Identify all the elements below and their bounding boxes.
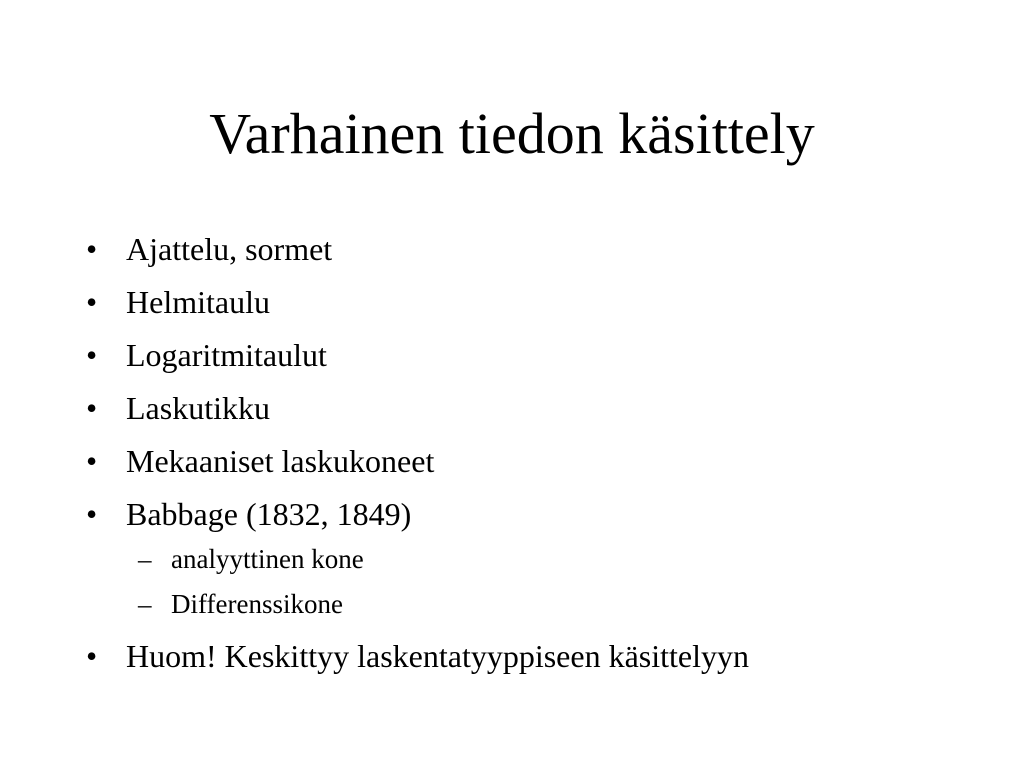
bullet-text: Babbage (1832, 1849) [126,496,412,532]
bullet-marker: • [86,638,98,674]
sub-bullet-marker: – [138,544,152,574]
sub-bullet-text: analyyttinen kone [171,544,364,574]
bullet-text: Logaritmitaulut [126,337,327,373]
bullet-text: Mekaaniset laskukoneet [126,443,435,479]
bullet-marker: • [86,496,98,532]
bullet-marker: • [86,443,98,479]
sub-bullet-text: Differenssikone [171,589,343,619]
sub-bullet-marker: – [138,589,152,619]
bullet-text: Huom! Keskittyy laskentatyyppiseen käsittelyyn [126,638,749,674]
slide-title: Varhainen tiedon käsittely [209,101,815,166]
bullet-text: Ajattelu, sormet [126,231,333,267]
bullet-text: Laskutikku [126,390,270,426]
bullet-marker: • [86,337,98,373]
bullet-marker: • [86,231,98,267]
bullet-text: Helmitaulu [126,284,270,320]
bullet-marker: • [86,284,98,320]
bullet-marker: • [86,390,98,426]
